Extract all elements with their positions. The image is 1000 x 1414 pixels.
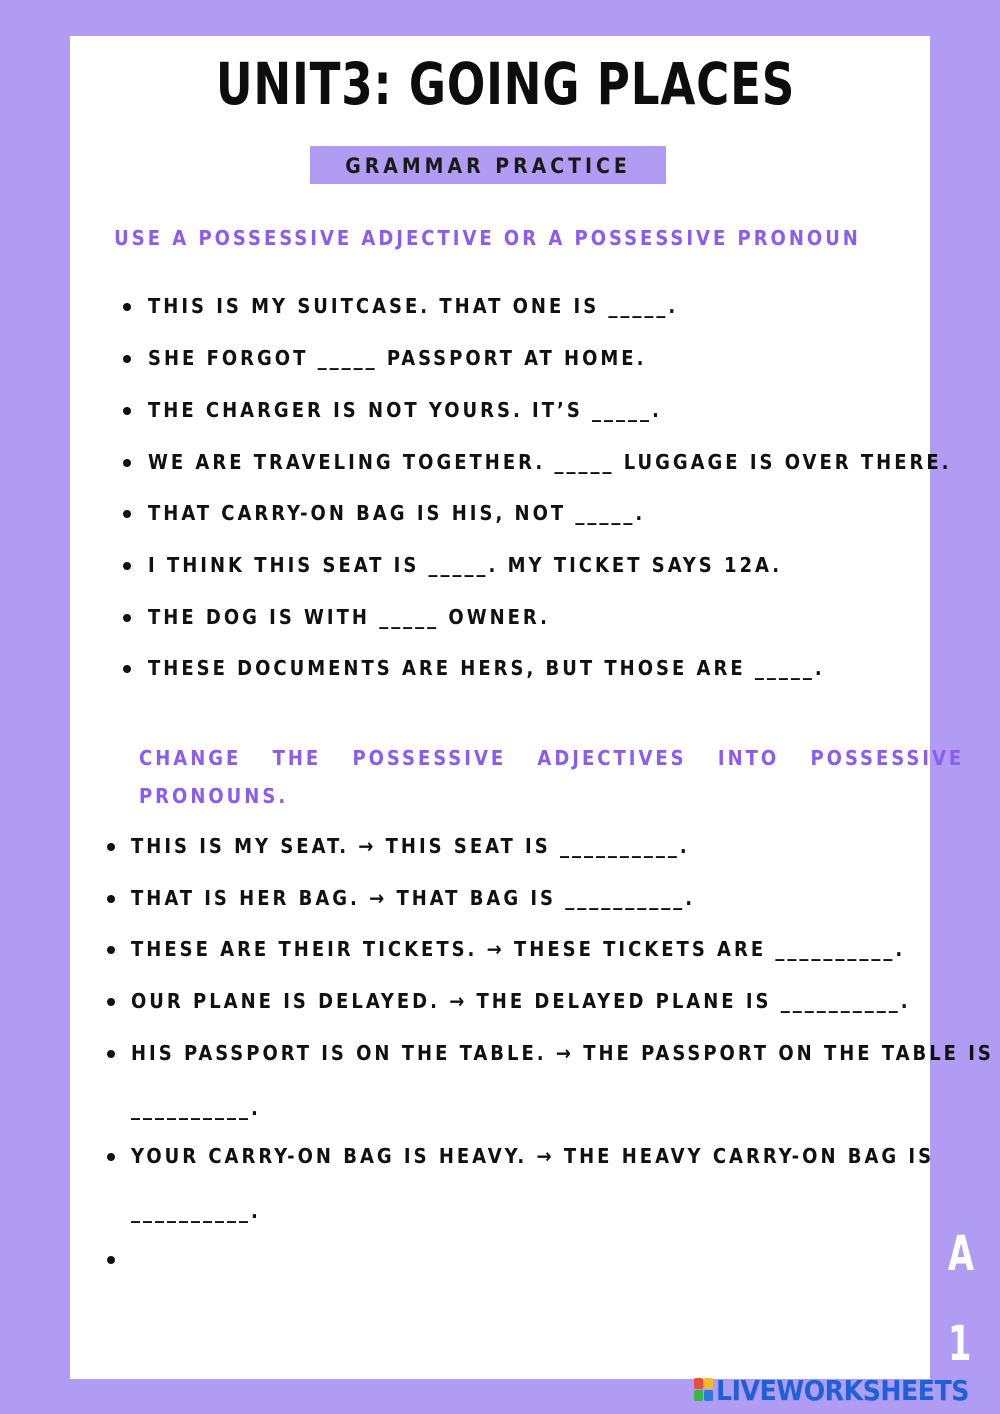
exercise-1-item: THE CHARGER IS NOT YOURS. IT’S _____. bbox=[148, 398, 662, 422]
exercise-1-item: THE DOG IS WITH _____ OWNER. bbox=[148, 605, 550, 629]
page-title: UNIT3: GOING PLACES bbox=[215, 50, 796, 118]
brand-logo[interactable] bbox=[694, 1374, 994, 1406]
brand-name: LIVEWORKSHEETS bbox=[716, 1374, 970, 1407]
bullet bbox=[123, 562, 131, 570]
exercise-2-item: THIS IS MY SEAT. → THIS SEAT IS __________. bbox=[131, 834, 690, 858]
exercise-1-item: THIS IS MY SUITCASE. THAT ONE IS _____. bbox=[148, 294, 679, 318]
exercise-2-item: THESE ARE THEIR TICKETS. → THESE TICKETS ARE __________. bbox=[131, 937, 906, 961]
exercise-2-item-continued: __________. bbox=[131, 1199, 261, 1223]
bullet bbox=[123, 407, 131, 415]
bullet bbox=[107, 998, 115, 1006]
instruction-2-line-1: CHANGE THE POSSESSIVE ADJECTIVES INTO POSSESSIVE bbox=[139, 746, 965, 770]
bullet bbox=[123, 665, 131, 673]
level-label-letter: A bbox=[948, 1226, 975, 1282]
exercise-2-item: HIS PASSPORT IS ON THE TABLE. → THE PASSPORT ON THE TABLE IS bbox=[131, 1041, 994, 1065]
bullet bbox=[107, 1153, 115, 1161]
instruction-2-line-2: PRONOUNS. bbox=[139, 784, 289, 808]
bullet bbox=[123, 614, 131, 622]
bullet-empty bbox=[107, 1256, 115, 1264]
bullet bbox=[123, 355, 131, 363]
exercise-2-item: OUR PLANE IS DELAYED. → THE DELAYED PLANE IS __________. bbox=[131, 989, 911, 1013]
exercise-1-item: SHE FORGOT _____ PASSPORT AT HOME. bbox=[148, 346, 647, 370]
liveworksheets-icon bbox=[694, 1378, 714, 1402]
instruction-1: USE A POSSESSIVE ADJECTIVE OR A POSSESSIVE PRONOUN bbox=[114, 226, 861, 250]
bullet bbox=[107, 843, 115, 851]
exercise-1-item: THESE DOCUMENTS ARE HERS, BUT THOSE ARE _____. bbox=[148, 656, 825, 680]
bullet bbox=[107, 1050, 115, 1058]
badge-label: GRAMMAR PRACTICE bbox=[345, 154, 631, 178]
level-label-number: 1 bbox=[948, 1316, 972, 1372]
section-badge bbox=[310, 146, 666, 184]
exercise-2-item-continued: __________. bbox=[131, 1096, 261, 1120]
bullet bbox=[107, 946, 115, 954]
exercise-1-item: WE ARE TRAVELING TOGETHER. _____ LUGGAGE IS OVER THERE. bbox=[148, 450, 952, 474]
exercise-1-item: THAT CARRY-ON BAG IS HIS, NOT _____. bbox=[148, 501, 646, 525]
exercise-2-item: YOUR CARRY-ON BAG IS HEAVY. → THE HEAVY CARRY-ON BAG IS bbox=[131, 1144, 935, 1168]
bullet bbox=[123, 303, 131, 311]
exercise-2-item: THAT IS HER BAG. → THAT BAG IS __________. bbox=[131, 886, 696, 910]
instruction-2 bbox=[139, 746, 965, 808]
bullet bbox=[107, 895, 115, 903]
bullet bbox=[123, 459, 131, 467]
exercise-1-item: I THINK THIS SEAT IS _____. MY TICKET SAYS 12A. bbox=[148, 553, 783, 577]
bullet bbox=[123, 510, 131, 518]
